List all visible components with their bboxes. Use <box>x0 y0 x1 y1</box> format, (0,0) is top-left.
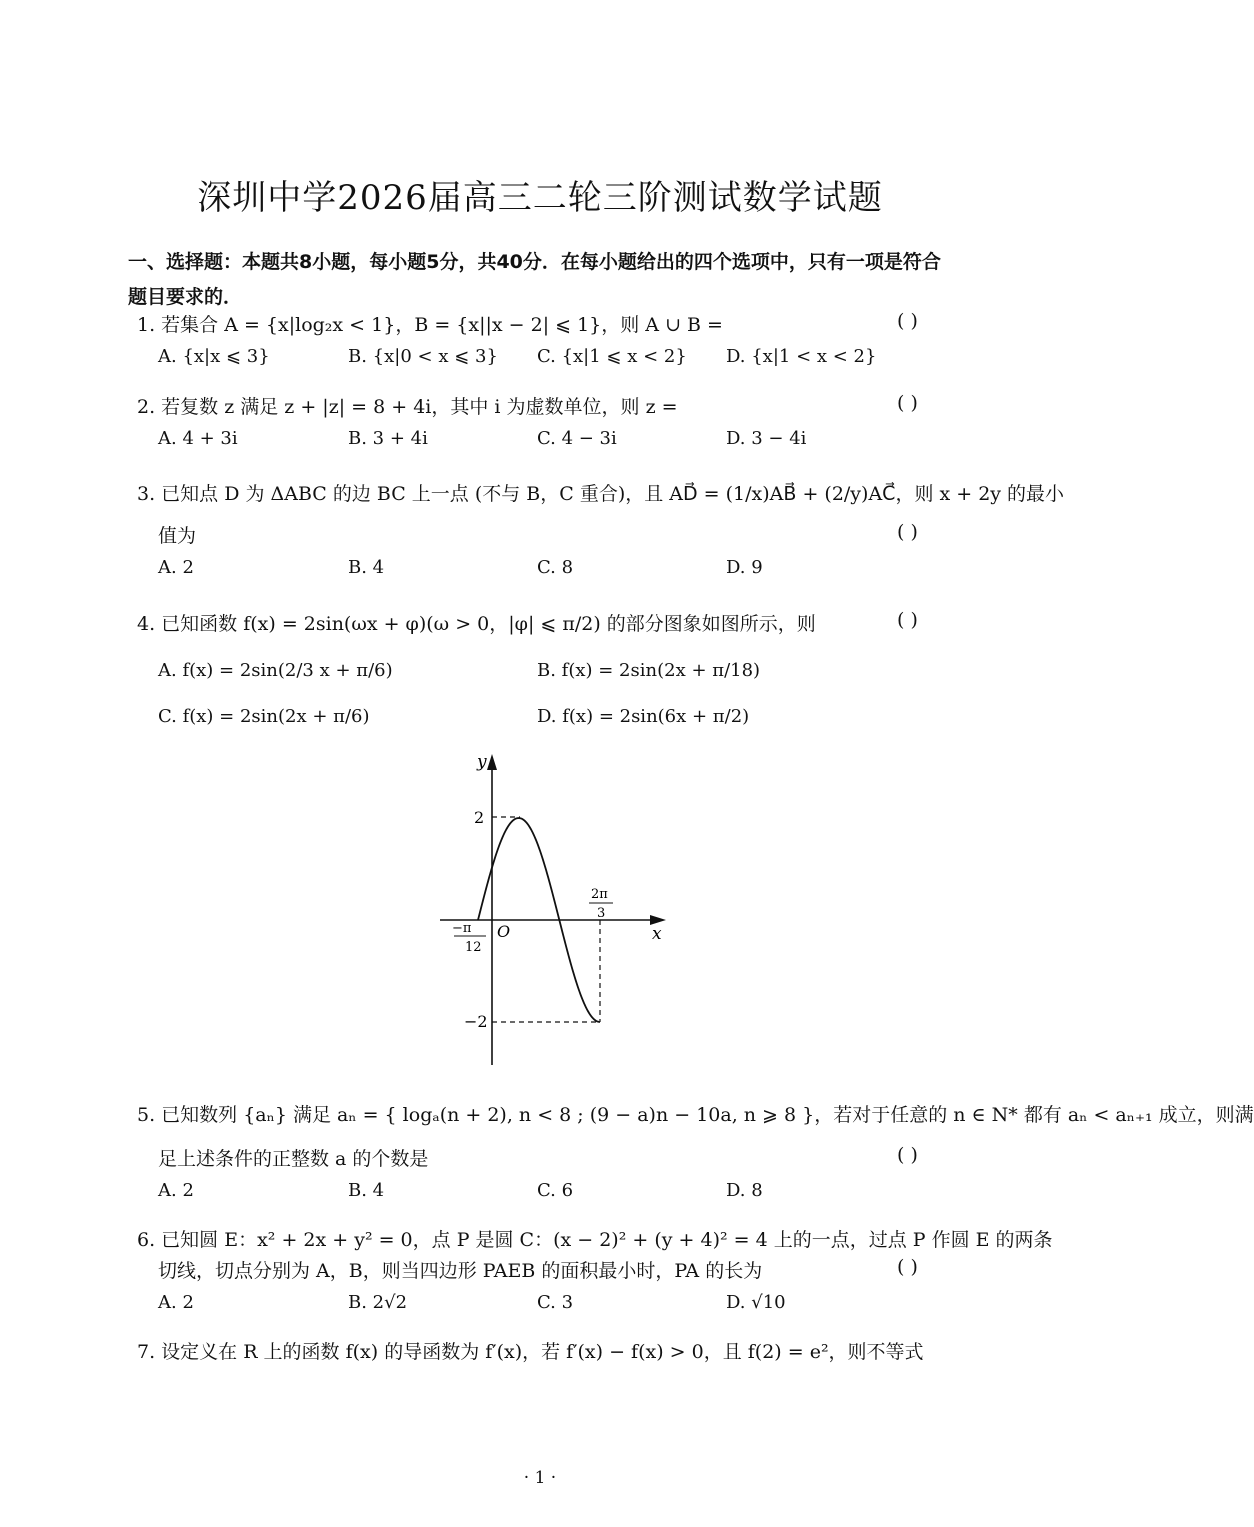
question-3-option-c: C. 8 <box>537 557 574 578</box>
question-5-option-b: B. 4 <box>348 1180 385 1201</box>
svg-text:2π: 2π <box>591 887 608 902</box>
page-number: · 1 · <box>523 1468 557 1488</box>
question-5-option-a: A. 2 <box>158 1180 194 1201</box>
sine-graph-figure <box>420 740 690 1075</box>
tick-x-2pi-3 <box>589 887 613 921</box>
question-6-option-d: D. √10 <box>726 1292 786 1313</box>
question-2-option-b: B. 3 + 4i <box>348 428 428 449</box>
question-5-option-c: C. 6 <box>537 1180 574 1201</box>
question-3-option-d: D. 9 <box>726 557 763 578</box>
question-3-option-b: B. 4 <box>348 557 385 578</box>
question-2-option-d: D. 3 − 4i <box>726 428 807 449</box>
question-5-text-line2: 足上述条件的正整数 a 的个数是 <box>158 1148 429 1170</box>
question-6-option-a: A. 2 <box>158 1292 194 1313</box>
y-axis <box>487 754 497 1065</box>
svg-text:−π: −π <box>452 921 472 936</box>
question-2-answer-paren: ( ) <box>897 392 918 414</box>
question-3-text-line1: 3. 已知点 D 为 ΔABC 的边 BC 上一点 (不与 B，C 重合)，且 AD⃗ = (1/x)AB⃗ + (2/y)AC⃗，则 x + 2y 的最小 <box>137 483 1065 505</box>
question-1-answer-paren: ( ) <box>897 310 918 332</box>
question-4-answer-paren: ( ) <box>897 609 918 631</box>
question-1-text: 1. 若集合 A = {x|log₂x < 1}，B = {x||x − 2| ⩽ 1}，则 A ∪ B = <box>137 314 723 336</box>
question-1-option-d: D. {x|1 < x < 2} <box>726 346 877 367</box>
question-6-option-b: B. 2√2 <box>348 1292 408 1313</box>
question-1-option-b: B. {x|0 < x ⩽ 3} <box>348 346 498 367</box>
svg-text:12: 12 <box>465 940 482 955</box>
question-7-text: 7. 设定义在 R 上的函数 f(x) 的导函数为 f′(x)，若 f′(x) − f(x) > 0，且 f(2) = e²，则不等式 <box>137 1341 924 1363</box>
question-1-option-a: A. {x|x ⩽ 3} <box>158 346 270 367</box>
x-axis <box>440 915 666 925</box>
question-3-answer-paren: ( ) <box>897 521 918 543</box>
question-3-text-line2: 值为 <box>158 525 197 547</box>
y-axis-label: y <box>477 752 487 772</box>
section-heading-line2: 题目要求的． <box>128 286 243 308</box>
question-6-text-line2: 切线，切点分别为 A，B，则当四边形 PAEB 的面积最小时，PA 的长为 <box>158 1260 763 1282</box>
svg-text:3: 3 <box>597 906 606 921</box>
question-6-text-line1: 6. 已知圆 E：x² + 2x + y² = 0，点 P 是圆 C：(x − 2)² + (y + 4)² = 4 上的一点，过点 P 作圆 E 的两条 <box>137 1229 1053 1251</box>
tick-x-neg-pi-12 <box>452 921 486 955</box>
question-6-answer-paren: ( ) <box>897 1256 918 1278</box>
question-2-option-c: C. 4 − 3i <box>537 428 617 449</box>
question-5-option-d: D. 8 <box>726 1180 763 1201</box>
question-4-text: 4. 已知函数 f(x) = 2sin(ωx + φ)(ω > 0，|φ| ⩽ π/2) 的部分图象如图所示，则 <box>137 613 816 635</box>
tick-y-neg2: −2 <box>464 1012 488 1031</box>
question-5-text-line1: 5. 已知数列 {aₙ} 满足 aₙ = { logₐ(n + 2), n < 8 ; (9 − a)n − 10a, n ⩾ 8 }，若对于任意的 n ∈ N* 都有 aₙ < aₙ₊₁ 成立，则满 <box>137 1104 1254 1126</box>
question-3-option-a: A. 2 <box>158 557 194 578</box>
x-axis-label: x <box>652 924 662 944</box>
question-4-option-c: C. f(x) = 2sin(2x + π/6) <box>158 706 370 727</box>
question-1-option-c: C. {x|1 ⩽ x < 2} <box>537 346 687 367</box>
origin-label: O <box>497 922 511 941</box>
question-2-option-a: A. 4 + 3i <box>158 428 238 449</box>
question-5-answer-paren: ( ) <box>897 1144 918 1166</box>
question-2-text: 2. 若复数 z 满足 z + |z| = 8 + 4i，其中 i 为虚数单位，则 z = <box>137 396 678 418</box>
question-6-option-c: C. 3 <box>537 1292 574 1313</box>
page-title: 深圳中学2026届高三二轮三阶测试数学试题 <box>197 178 883 218</box>
question-4-option-d: D. f(x) = 2sin(6x + π/2) <box>537 706 750 727</box>
section-heading-line1: 一、选择题：本题共8小题，每小题5分，共40分．在每小题给出的四个选项中，只有一项是符合 <box>128 251 941 273</box>
question-4-option-a: A. f(x) = 2sin(2/3 x + π/6) <box>158 660 393 681</box>
question-4-option-b: B. f(x) = 2sin(2x + π/18) <box>537 660 761 681</box>
tick-y-2: 2 <box>474 808 485 827</box>
